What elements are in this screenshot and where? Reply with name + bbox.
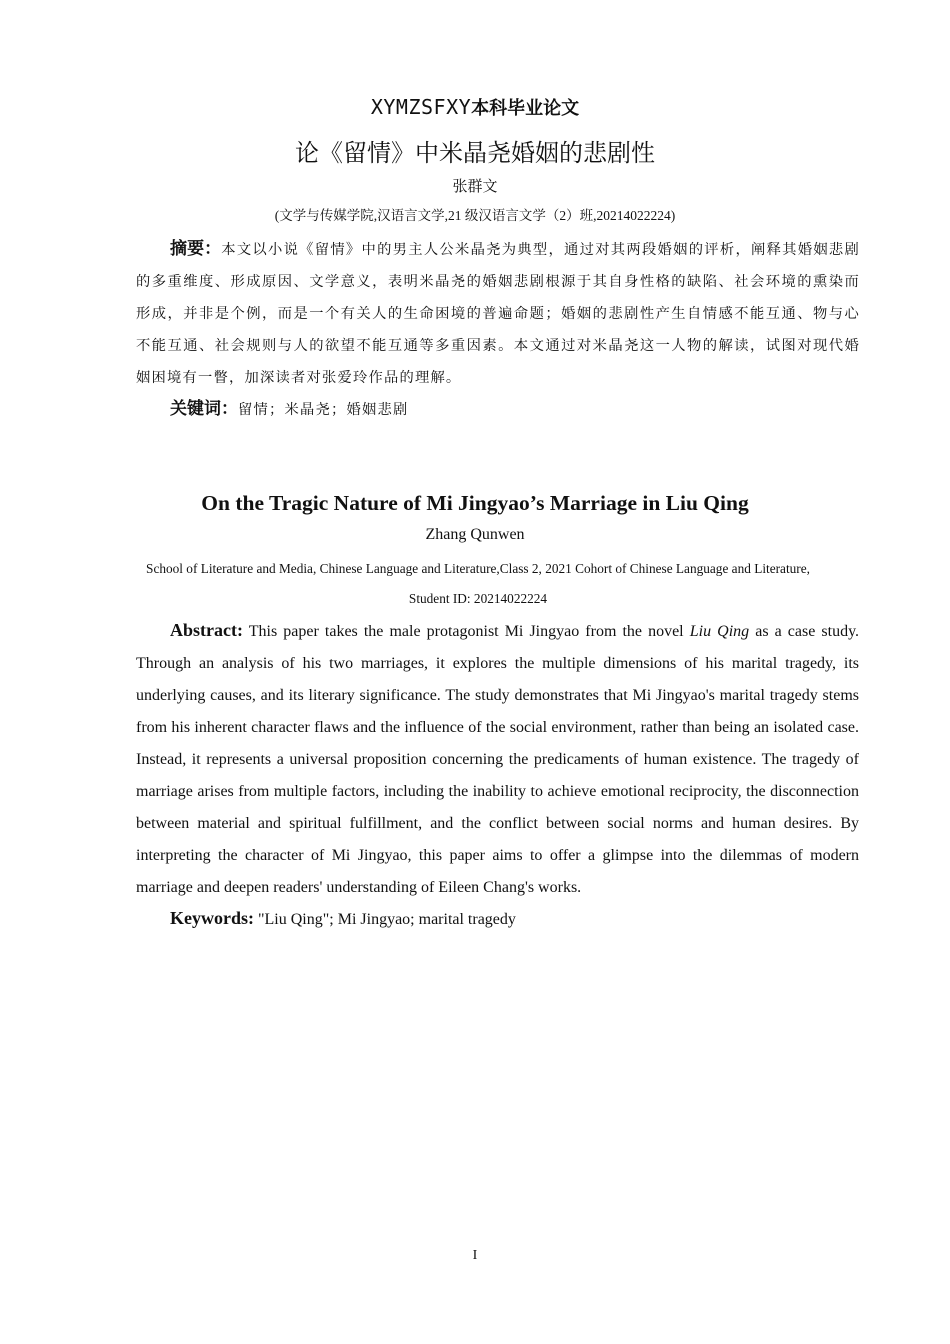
chinese-title: 论《留情》中米晶尧婚姻的悲剧性 (295, 139, 655, 167)
english-keywords-label: Keywords: (170, 908, 254, 928)
english-title: On the Tragic Nature of Mi Jingyao’s Marriage in Liu Qing (201, 491, 749, 515)
chinese-abstract-label: 摘要： (170, 239, 222, 259)
english-affiliation: School of Literature and Media, Chinese Language and Literature,Class 2, 2021 Cohort of Chinese Language and Literature, Student ID: 20214022224 (146, 561, 810, 606)
chinese-author: 张群文 (452, 177, 498, 195)
chinese-affiliation: (文学与传媒学院,汉语言文学,21 级汉语言文学（2）班,20214022224) (274, 208, 676, 223)
thesis-type-label: 本科毕业论文 (471, 98, 580, 119)
english-abstract-label: Abstract: (170, 620, 243, 640)
page-number: I (472, 1248, 478, 1263)
document-header (0, 95, 950, 121)
english-author: Zhang Qunwen (425, 526, 525, 543)
english-abstract-text-2: as a case study. Through an analysis of his two marriages, it explores the multiple dimensions of his marital tragedy, its underlying causes, and its literary significance. The study demonstrates that Mi Jingyao's marital tragedy stems from his inherent character flaws and the influence of the social environment, rather than being an isolated case. Instead, it represents a universal proposition concerning the predicaments of human existence. The tragedy of marriage arises from multiple factors, including the inability to achieve emotional reciprocity, the disconnection between material and spiritual fulfillment, and the conflict between social norms and human desires. By interpreting the character of Mi Jingyao, this paper aims to offer a glimpse into the dilemmas of modern marriage and deepen readers' understanding of Eileen Chang's works. (136, 623, 860, 896)
chinese-keywords-text: 留情；米晶尧；婚姻悲剧 (238, 402, 409, 418)
novel-title-italic: Liu Qing (689, 623, 750, 640)
chinese-keywords-label: 关键词： (170, 399, 238, 419)
english-keywords-text: "Liu Qing"; Mi Jingyao; marital tragedy (258, 911, 516, 928)
school-code: XYMZSFXY (370, 95, 472, 119)
chinese-keywords (170, 395, 860, 424)
english-abstract (136, 614, 859, 904)
chinese-abstract (136, 233, 860, 394)
english-abstract-text-1: This paper takes the male protagonist Mi Jingyao from the novel (248, 623, 684, 640)
chinese-abstract-text: 本文以小说《留情》中的男主人公米晶尧为典型，通过对其两段婚姻的评析，阐释其婚姻悲剧的多重维度、形成原因、文学意义，表明米晶尧的婚姻悲剧根源于其自身性格的缺陷、社会环境的熏染而形成，并非是个例，而是一个有关人的生命困境的普遍命题；婚姻的悲剧性产生自情感不能互通、物与心不能互通、社会规则与人的欲望不能互通等多重因素。本文通过对米晶尧这一人物的解读，试图对现代婚姻困境有一瞥，加深读者对张爱玲作品的理解。 (136, 242, 861, 386)
english-keywords (170, 903, 860, 935)
